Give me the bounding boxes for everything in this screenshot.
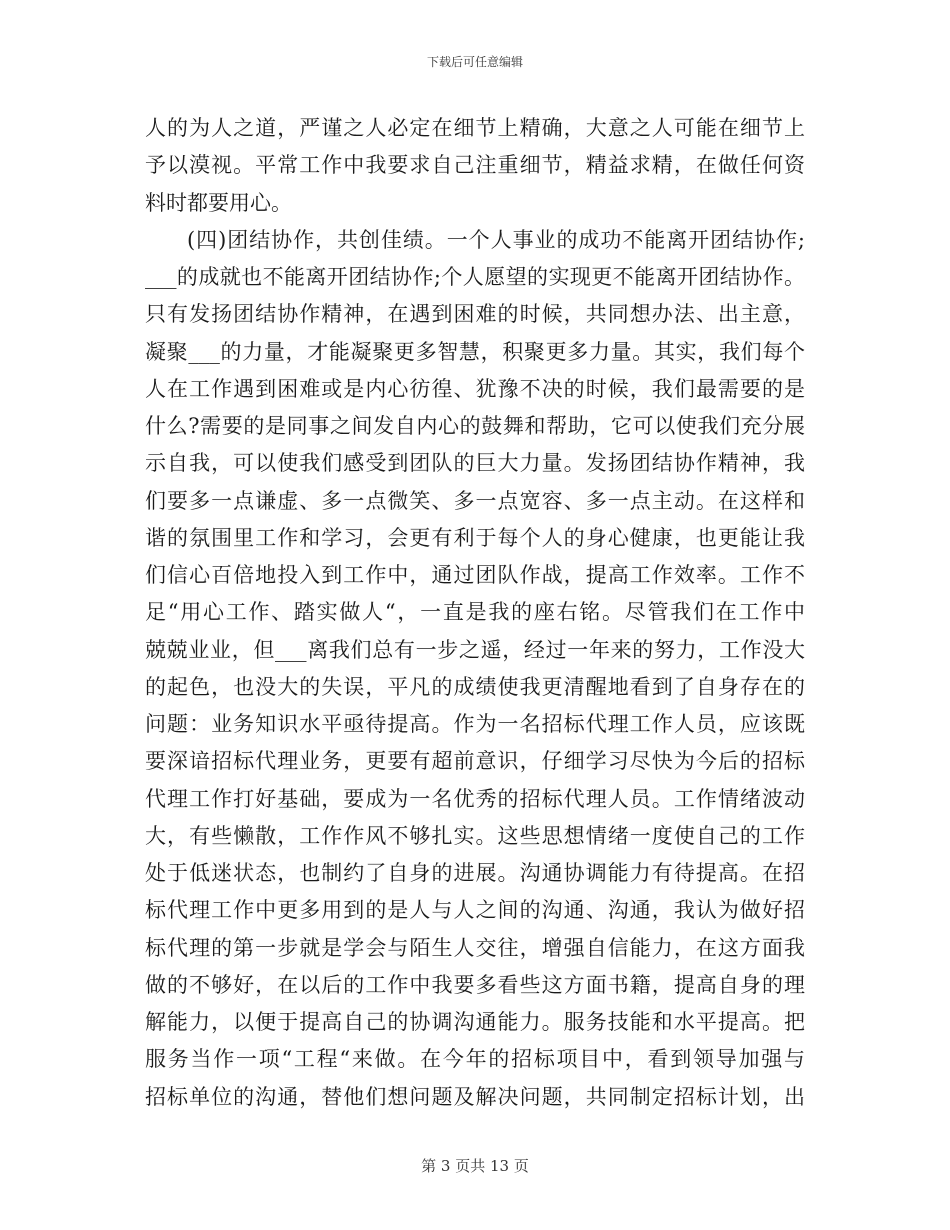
text-line: 大，有些懒散，工作作风不够扎实。这些思想情绪一度使自己的工作 — [145, 823, 805, 848]
text-line: 标代理的第一步就是学会与陌生人交往，增强自信能力，在这方面我 — [145, 935, 805, 960]
page-header: 下载后可任意编辑 — [426, 55, 523, 69]
text-line: 人在工作遇到困难或是内心彷徨、犹豫不决的时候，我们最需要的是 — [145, 376, 805, 401]
text-line: 只有发扬团结协作精神，在遇到困难的时候，共同想办法、出主意， — [145, 302, 805, 327]
text-line: 做的不够好，在以后的工作中我要多看些这方面书籍，提高自身的理 — [145, 972, 805, 997]
text-line: 招标单位的沟通，替他们想问题及解决问题，共同制定招标计划，出 — [145, 1084, 805, 1109]
text-line: ___的成就也不能离开团结协作;个人愿望的实现更不能离开团结协作。 — [145, 265, 805, 289]
text-line: 的起色，也没大的失误，平凡的成绩使我更清醒地看到了自身存在的 — [145, 674, 805, 699]
text-line: 足“用心工作、踏实做人“，一直是我的座右铭。尽管我们在工作中 — [145, 600, 805, 625]
text-line: 服务当作一项“工程“来做。在今年的招标项目中，看到领导加强与 — [145, 1047, 805, 1072]
text-line: 人的为人之道，严谨之人必定在细节上精确，大意之人可能在细节上 — [145, 116, 805, 140]
text-line: 代理工作打好基础，要成为一名优秀的招标代理人员。工作情绪波动 — [145, 786, 805, 811]
text-line: 们要多一点谦虚、多一点微笑、多一点宽容、多一点主动。在这样和 — [145, 488, 805, 513]
text-line: 处于低迷状态，也制约了自身的进展。沟通协调能力有待提高。在招 — [145, 861, 805, 885]
page-number: 第 3 页共 13 页 — [421, 1157, 529, 1175]
document-body — [145, 110, 805, 1116]
text-line: 标代理工作中更多用到的是人与人之间的沟通、沟通，我认为做好招 — [145, 898, 805, 923]
text-line: 解能力，以便于提高自己的协调沟通能力。服务技能和水平提高。把 — [145, 1010, 805, 1034]
text-line: 示自我，可以使我们感受到团队的巨大力量。发扬团结协作精神，我 — [145, 451, 805, 476]
text-line: (四)团结协作，共创佳绩。一个人事业的成功不能离开团结协作; — [187, 227, 805, 252]
text-line: 问题：业务知识水平亟待提高。作为一名招标代理工作人员，应该既 — [145, 712, 805, 736]
text-line: 要深谙招标代理业务，更要有超前意识，仔细学习尽快为今后的招标 — [145, 749, 805, 774]
text-line: 予以漠视。平常工作中我要求自己注重细节，精益求精，在做任何资 — [145, 153, 805, 178]
text-line: 什么?需要的是同事之间发自内心的鼓舞和帮助，它可以使我们充分展 — [145, 414, 805, 438]
text-line: 凝聚___的力量，才能凝聚更多智慧，积聚更多力量。其实，我们每个 — [145, 339, 805, 364]
text-line: 们信心百倍地投入到工作中，通过团队作战，提高工作效率。工作不 — [145, 563, 805, 587]
text-line: 兢兢业业，但___离我们总有一步之遥，经过一年来的努力，工作没大 — [145, 637, 805, 662]
text-line: 料时都要用心。 — [145, 190, 292, 215]
text-line: 谐的氛围里工作和学习，会更有利于每个人的身心健康，也更能让我 — [145, 525, 805, 550]
